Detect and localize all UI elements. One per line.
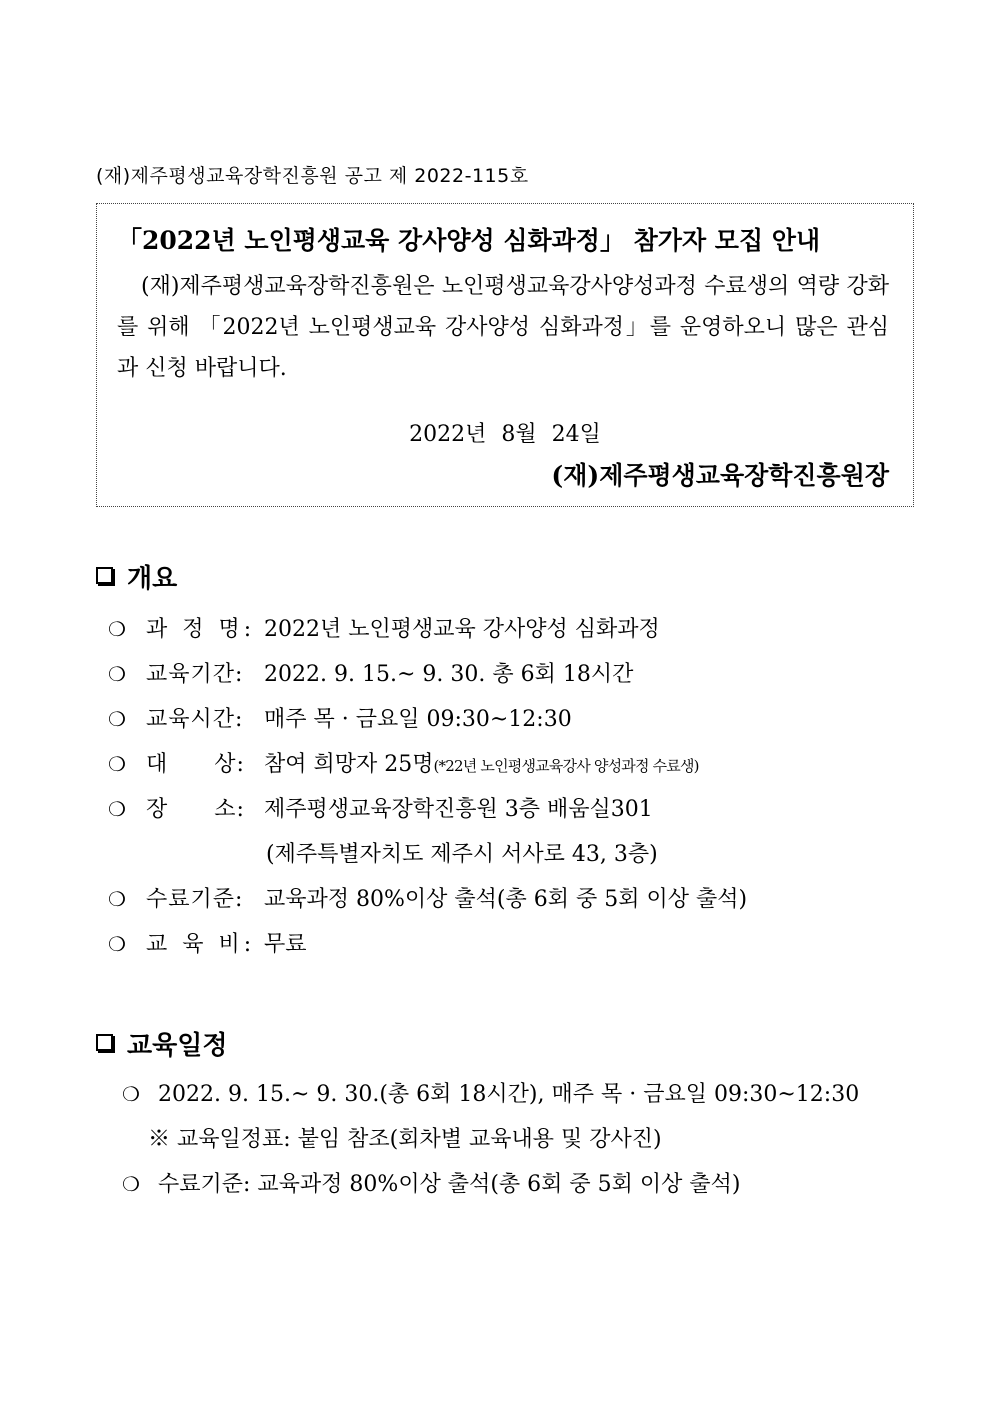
overview-item-completion	[108, 882, 747, 913]
announcement-body	[117, 266, 889, 389]
item-note: (*22년 노인평생교육강사 양성과정 수료생)	[433, 757, 699, 775]
schedule-heading-text: 교육일정	[127, 1031, 228, 1061]
item-value: 제주평생교육장학진흥원 3층 배움실301	[264, 797, 653, 822]
item-label: 교육기간:	[146, 662, 244, 687]
schedule-note: ※ 교육일정표: 붙임 참조(회차별 교육내용 및 강사진)	[148, 1127, 662, 1152]
overview-item-period	[108, 657, 633, 688]
circle-bullet-icon: ❍	[122, 1172, 140, 1196]
schedule-line-1	[122, 1077, 859, 1108]
overview-item-fee	[108, 927, 307, 958]
overview-item-course	[108, 612, 660, 643]
item-label: 대 상:	[146, 752, 245, 777]
item-value: 2022년 노인평생교육 강사양성 심화과정	[264, 617, 660, 642]
item-label: 교 육 비:	[146, 932, 256, 957]
circle-bullet-icon: ❍	[108, 662, 126, 686]
circle-bullet-icon: ❍	[108, 617, 126, 641]
item-value: 무료	[264, 932, 307, 957]
overview-heading	[96, 558, 177, 595]
overview-item-time	[108, 702, 572, 733]
circle-bullet-icon: ❍	[108, 752, 126, 776]
item-label: 교육시간:	[146, 707, 244, 732]
item-value: 참여 희망자 25명	[264, 752, 434, 777]
item-label: 과 정 명:	[146, 617, 256, 642]
item-label: 장 소:	[146, 797, 245, 822]
schedule-line-2	[122, 1167, 740, 1198]
circle-bullet-icon: ❍	[108, 707, 126, 731]
announcement-body-text: (재)제주평생교육장학진흥원은 노인평생교육강사양성과정 수료생의 역량 강화를 위해 「2022년 노인평생교육 강사양성 심화과정」를 운영하오니 많은 관심과 신청 바랍니다.	[117, 274, 889, 381]
circle-bullet-icon: ❍	[122, 1082, 140, 1106]
announcement-title: 「2022년 노인평생교육 강사양성 심화과정」 참가자 모집 안내	[117, 226, 821, 255]
checkbox-square-icon	[96, 567, 113, 584]
schedule-heading	[96, 1025, 227, 1062]
item-label: 수료기준:	[146, 887, 244, 912]
announcement-signature: (재)제주평생교육장학진흥원장	[551, 461, 889, 490]
circle-bullet-icon: ❍	[108, 797, 126, 821]
schedule-line-1-text: 2022. 9. 15.~ 9. 30.(총 6회 18시간), 매주 목 · 금요일 09:30~12:30	[158, 1082, 860, 1107]
circle-bullet-icon: ❍	[108, 932, 126, 956]
notice-number: (재)제주평생교육장학진흥원 공고 제 2022-115호	[96, 165, 529, 187]
overview-item-place-address: (제주특별자치도 제주시 서사로 43, 3층)	[266, 842, 658, 867]
schedule-line-2-text: 수료기준: 교육과정 80%이상 출석(총 6회 중 5회 이상 출석)	[158, 1172, 741, 1197]
announcement-box	[96, 203, 914, 507]
overview-heading-text: 개요	[127, 564, 178, 594]
item-value: 교육과정 80%이상 출석(총 6회 중 5회 이상 출석)	[264, 887, 748, 912]
checkbox-square-icon	[96, 1034, 113, 1051]
announcement-date: 2022년 8월 24일	[409, 422, 601, 447]
overview-item-target	[108, 747, 699, 778]
overview-item-place	[108, 792, 653, 823]
item-value: 매주 목 · 금요일 09:30~12:30	[264, 707, 572, 732]
item-value: 2022. 9. 15.~ 9. 30. 총 6회 18시간	[264, 662, 634, 687]
circle-bullet-icon: ❍	[108, 887, 126, 911]
